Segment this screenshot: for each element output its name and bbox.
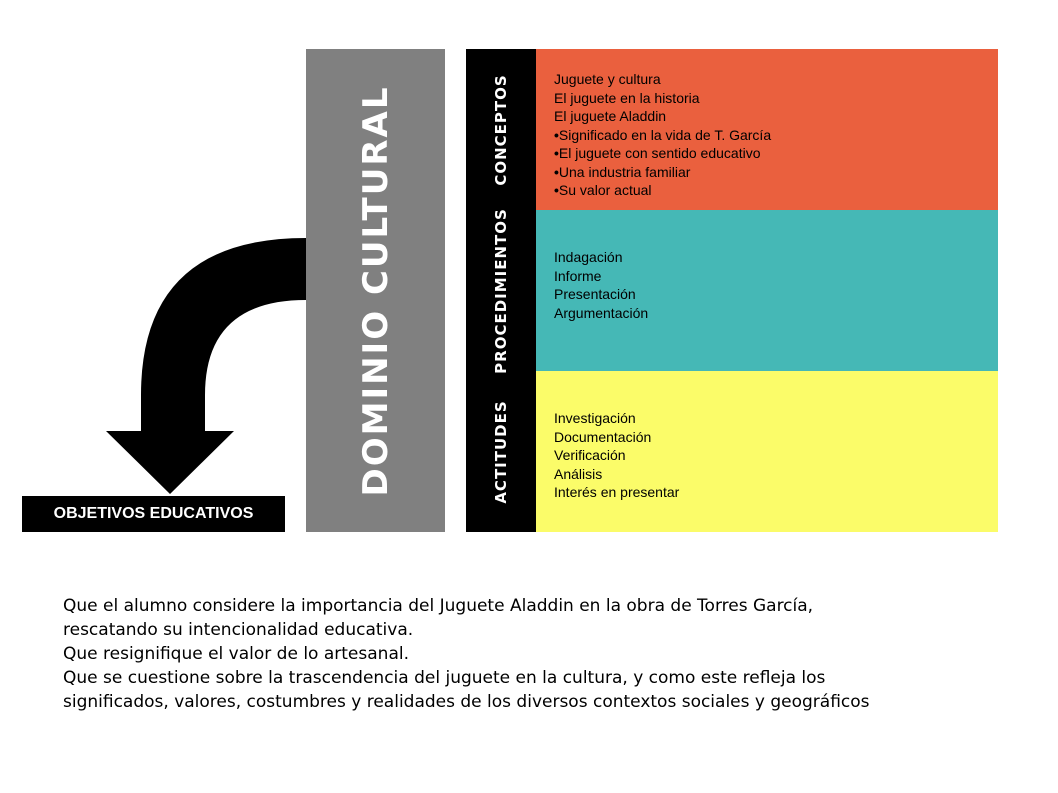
actitudes-label-cell xyxy=(466,371,536,532)
objective-line: Que se cuestione sobre la trascendencia del juguete en la cultura, y como este refleja los xyxy=(63,668,826,688)
band-item-text: Significado en la vida de T. García xyxy=(558,126,772,143)
actitudes-label: ACTITUDES xyxy=(492,399,510,504)
band-item-text: Documentación xyxy=(554,428,652,445)
band-list-item xyxy=(554,428,998,447)
band-item-text: El juguete en la historia xyxy=(554,89,700,106)
band-list-item xyxy=(554,248,998,267)
band-list-item xyxy=(554,409,998,428)
objective-line: rescatando su intencionalidad educativa. xyxy=(63,620,414,640)
procedimientos-label: PROCEDIMIENTOS xyxy=(492,207,510,374)
band-item-text: Análisis xyxy=(554,465,603,482)
band-item-text: Una industria familiar xyxy=(558,163,691,180)
procedimientos-label-cell xyxy=(466,207,536,374)
band-item-text: Juguete y cultura xyxy=(554,71,661,87)
conceptos-band xyxy=(536,49,998,210)
band-list-item xyxy=(554,465,998,484)
dominio-cultural-column xyxy=(306,49,445,532)
band-item-text: Investigación xyxy=(554,410,636,426)
band-list-item xyxy=(554,285,998,304)
band-item-text: El juguete con sentido educativo xyxy=(558,145,761,161)
band-item-text: Argumentación xyxy=(554,304,649,321)
bullet-icon: • xyxy=(554,163,559,180)
band-list-item xyxy=(554,304,998,323)
band-label-column xyxy=(466,49,536,532)
objective-line: Que resignifique el valor de lo artesanal. xyxy=(63,644,409,664)
band-item-text: Su valor actual xyxy=(558,182,652,198)
band-list-item xyxy=(554,144,998,163)
objectives-paragraph xyxy=(63,594,1023,714)
band-item-text: Interés en presentar xyxy=(554,484,680,500)
band-list-item xyxy=(554,267,998,286)
bullet-icon: • xyxy=(554,145,559,161)
band-list-item xyxy=(554,163,998,182)
band-item-text: Indagación xyxy=(554,249,623,265)
procedimientos-band xyxy=(536,210,998,371)
band-list-item xyxy=(554,126,998,145)
objective-line: Que el alumno considere la importancia del Juguete Aladdin en la obra de Torres García, xyxy=(63,596,814,616)
conceptos-label-cell xyxy=(466,49,536,210)
band-item-text: Verificación xyxy=(554,447,626,463)
bullet-icon: • xyxy=(554,182,559,198)
band-list-item xyxy=(554,446,998,465)
band-item-text: Presentación xyxy=(554,286,636,302)
band-list-item xyxy=(554,107,998,126)
band-list-item xyxy=(554,181,998,200)
objetivos-educativos-label: OBJETIVOS EDUCATIVOS xyxy=(22,496,285,532)
dominio-cultural-title: DOMINIO CULTURAL xyxy=(355,84,396,497)
actitudes-band xyxy=(536,371,998,532)
band-item-text: El juguete Aladdin xyxy=(554,108,667,124)
band-list-item xyxy=(554,70,998,89)
band-item-text: Informe xyxy=(554,267,602,284)
conceptos-list xyxy=(554,70,998,200)
procedimientos-list xyxy=(554,248,998,322)
band-list-item xyxy=(554,483,998,502)
bullet-icon: • xyxy=(554,126,559,143)
objective-line: significados, valores, costumbres y realidades de los diversos contextos sociales y geográficos xyxy=(63,692,870,712)
band-list-item xyxy=(554,89,998,108)
conceptos-label: CONCEPTOS xyxy=(492,73,510,186)
actitudes-list xyxy=(554,409,998,502)
